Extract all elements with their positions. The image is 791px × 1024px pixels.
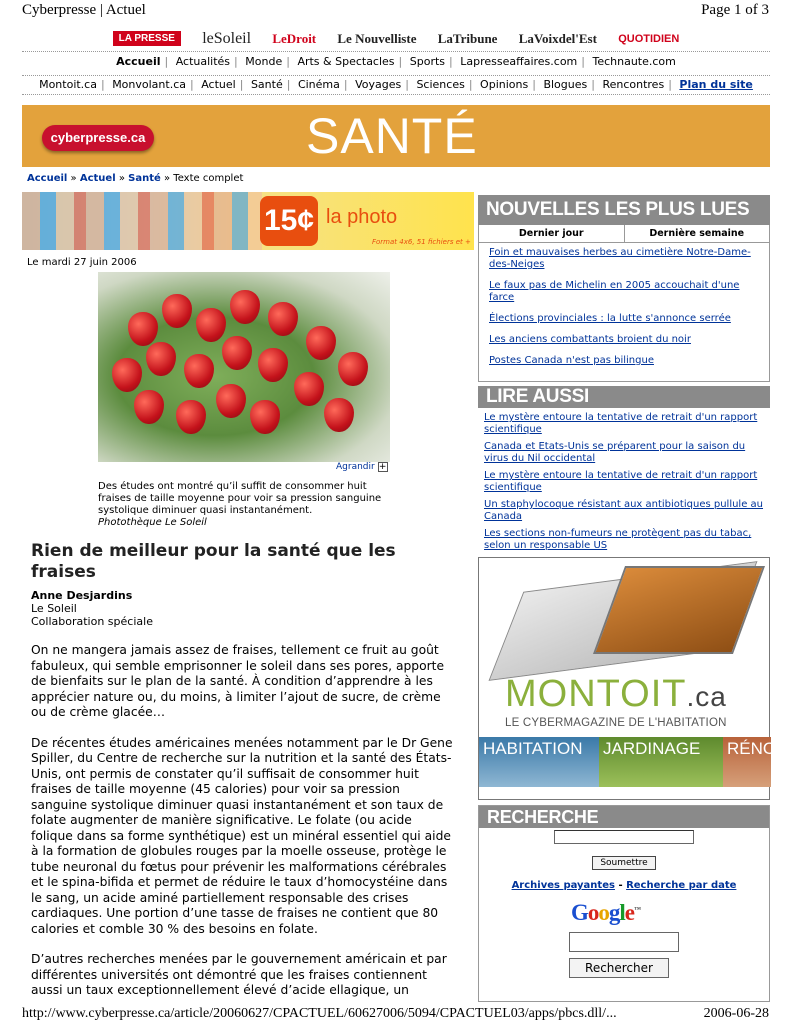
print-header-page: Page 1 of 3 <box>701 2 769 18</box>
logo-le-nouvelliste[interactable]: Le Nouvelliste <box>337 30 417 46</box>
lire-aussi-item[interactable]: Un staphylocoque résistant aux antibiotiques pullule au Canada <box>484 499 764 522</box>
montoit-logo <box>505 673 727 716</box>
main-nav: Accueil | Actualités | Monde | Arts & Spectacles | Sports | Lapresseaffaires.com | Technaute.com <box>116 55 676 68</box>
lire-aussi-item[interactable]: Les sections non-fumeurs ne protègent pas du tabac, selon un responsable US <box>484 528 752 551</box>
google-search-input[interactable] <box>569 932 679 952</box>
print-footer-date: 2006-06-28 <box>703 1006 769 1021</box>
article-paragraph: De récentes études américaines menées notamment par le Dr Gene Spiller, du Centre de recherche sur la nutrition et la santé des États-Unis, ont permis de constater qu’il suffisait de consommer huit fraises de taille moyenne (45 calories) pour voir sa pression sanguine systolique diminuer quasi instantanément et son taux de folate augmenter de manière significative. Le folate (ou acide folique dans sa forme synthétique) est un minéral essentiel qui aide à la formation de globules rouges par la moelle osseuse, protège le tube neuronal du fœtus pour prévenir les malformations cérébrales et le spina-bifida et permet de réduire le taux d’homocystéine dans le sang, un acide aminé partiellement responsable des crises cardiaques. Une portion d’une tasse de fraises ne contient que 80 calories et comble 30 % des besoins en folate. <box>31 735 453 936</box>
photo-print-promo-banner[interactable] <box>22 192 474 250</box>
most-read-panel <box>478 195 770 382</box>
print-header <box>22 2 769 22</box>
print-footer <box>22 1006 769 1024</box>
search-links-separator: - <box>618 880 623 891</box>
article-paragraph: On ne mangera jamais assez de fraises, tellement ce fruit au goût fabuleux, qui semble emprisonner le soleil dans ses pores, apporte de bienfaits sur le plan de la santé. À condition d’apprendre à les apprécier nature ou, du moins, à limiter l’ajout de sucre, de crème ou de crème glacée… <box>31 643 445 719</box>
breadcrumb-separator: » <box>163 173 171 184</box>
author-name: Anne Desjardins <box>31 589 133 602</box>
article-photo-strawberries[interactable] <box>98 272 390 462</box>
google-search-button[interactable]: Rechercher <box>569 958 669 978</box>
nav-sports[interactable]: Sports <box>409 55 446 68</box>
nav-voyages[interactable]: Voyages <box>355 78 402 91</box>
breadcrumb-current: Texte complet <box>173 173 244 184</box>
logo-la-tribune[interactable]: LaTribune <box>437 30 498 46</box>
promo-price: 15¢ <box>260 196 318 246</box>
lire-aussi-item[interactable]: Canada et Etats-Unis se préparent pour la saison du virus du Nil occidental <box>484 441 746 464</box>
nav-sante[interactable]: Santé <box>250 78 283 91</box>
search-panel <box>478 805 770 1002</box>
site-search-input[interactable] <box>554 830 694 844</box>
search-title: RECHERCHE <box>479 806 769 828</box>
most-read-item[interactable]: Les anciens combattants broient du noir <box>489 334 691 345</box>
breadcrumb-actuel[interactable]: Actuel <box>79 173 116 184</box>
nav-sciences[interactable]: Sciences <box>416 78 465 91</box>
most-read-item[interactable]: Le faux pas de Michelin en 2005 accouchait d'une farce <box>489 280 740 303</box>
logo-la-presse[interactable]: LA PRESSE <box>113 31 181 46</box>
montoit-logo-main: MONTOIT <box>505 673 687 715</box>
most-read-title: NOUVELLES LES PLUS LUES <box>478 195 770 225</box>
search-links <box>479 880 769 891</box>
enlarge-photo-link[interactable] <box>336 462 388 472</box>
photo-caption <box>98 481 398 529</box>
archives-payantes-link[interactable]: Archives payantes <box>511 880 615 891</box>
tab-derniere-semaine[interactable]: Dernière semaine <box>649 228 745 239</box>
nav-montoit[interactable]: Montoit.ca <box>39 78 97 91</box>
montoit-ad[interactable] <box>478 557 777 800</box>
most-read-item[interactable]: Postes Canada n'est pas bilingue <box>489 355 654 366</box>
most-read-list <box>478 243 770 382</box>
lire-aussi-list <box>478 408 770 552</box>
most-read-item[interactable]: Élections provinciales : la lutte s'annonce serrée <box>489 313 731 324</box>
enlarge-label: Agrandir <box>336 462 375 472</box>
cyberpresse-logo[interactable]: cyberpresse.ca <box>42 125 154 151</box>
nav-monde[interactable]: Monde <box>245 55 283 68</box>
nav-lapresseaffaires[interactable]: Lapresseaffaires.com <box>460 55 578 68</box>
tab-dernier-jour[interactable]: Dernier jour <box>479 225 625 242</box>
lire-aussi-item[interactable]: Le mystère entoure la tentative de retrait d'un rapport scientifique <box>484 470 758 493</box>
montoit-tagline: LE CYBERMAGAZINE DE L'HABITATION <box>505 717 727 729</box>
nav-cinema[interactable]: Cinéma <box>297 78 340 91</box>
breadcrumb-accueil[interactable]: Accueil <box>27 173 68 184</box>
nav-actualites[interactable]: Actualités <box>175 55 231 68</box>
breadcrumb-sante[interactable]: Santé <box>128 173 161 184</box>
most-read-item[interactable]: Foin et mauvaises herbes au cimetière Notre-Dame-des-Neiges <box>489 247 751 270</box>
lire-aussi-panel <box>478 386 770 557</box>
nav-arts-spectacles[interactable]: Arts & Spectacles <box>297 55 395 68</box>
article-date: Le mardi 27 juin 2006 <box>27 257 137 268</box>
site-search-submit-button[interactable]: Soumettre <box>592 856 656 870</box>
article-body <box>31 643 456 1014</box>
montoit-cat-jardinage[interactable]: JARDINAGE <box>599 737 723 787</box>
article-paragraph: D’autres recherches menées par le gouvernement américain et par différentes universités ont démontré que les fraises contiennent aussi un taux exceptionnellement élevé d’acide ellagique, un <box>31 952 447 997</box>
nav-accueil[interactable]: Accueil <box>116 55 161 68</box>
montoit-logo-tld: .ca <box>686 681 727 712</box>
secondary-nav: Montoit.ca | Monvolant.ca | Actuel | Santé | Cinéma | Voyages | Sciences | Opinions | Blogues | Rencontres | Plan du site <box>22 75 770 95</box>
promo-text: la photo <box>326 206 398 228</box>
nav-technaute[interactable]: Technaute.com <box>592 55 676 68</box>
nav-plan-du-site[interactable]: Plan du site <box>679 78 753 91</box>
logo-la-voix-de-l-est[interactable]: LaVoixdel'Est <box>518 30 597 46</box>
logo-le-soleil[interactable]: leSoleil <box>202 29 252 47</box>
nav-rencontres[interactable]: Rencontres <box>602 78 665 91</box>
author-paper: Le Soleil <box>31 602 77 615</box>
plus-icon: + <box>378 462 387 472</box>
montoit-cat-reno[interactable]: RÉNO <box>723 737 771 787</box>
logo-le-droit[interactable]: LeDroit <box>272 30 317 46</box>
lire-aussi-item[interactable]: Le mystère entoure la tentative de retrait d'un rapport scientifique <box>484 412 758 435</box>
print-footer-url: http://www.cyberpresse.ca/article/20060627/CPACTUEL/60627006/5094/CPACTUEL03/apps/pbcs.dll/... <box>22 1006 617 1021</box>
google-logo: Google™ <box>571 900 640 925</box>
montoit-cat-habitation[interactable]: HABITATION <box>479 737 599 787</box>
most-read-tabs <box>478 225 770 243</box>
nav-opinions[interactable]: Opinions <box>480 78 529 91</box>
newspaper-logo-bar <box>22 26 770 52</box>
logo-le-quotidien[interactable]: QUOTIDIEN <box>618 32 680 45</box>
caption-text: Des études ont montré qu’il suffit de consommer huit fraises de taille moyenne pour voir sa pression sanguine systolique diminuer quasi instantanément. <box>98 481 382 516</box>
promo-fine-print: Format 4x6, 51 fichiers et + <box>372 238 471 246</box>
byline <box>31 589 153 628</box>
section-banner <box>22 105 770 167</box>
print-header-title: Cyberpresse | Actuel <box>22 2 146 18</box>
lire-aussi-title: LIRE AUSSI <box>478 386 770 408</box>
breadcrumb-separator: » <box>118 173 125 184</box>
article-headline: Rien de meilleur pour la santé que les fraises <box>31 541 396 582</box>
section-title: SANTÉ <box>306 108 478 164</box>
promo-photo-strip <box>22 192 262 250</box>
nav-monvolant[interactable]: Monvolant.ca <box>112 78 186 91</box>
montoit-categories <box>479 737 777 787</box>
nav-blogues[interactable]: Blogues <box>543 78 588 91</box>
photo-credit: Photothèque Le Soleil <box>98 517 207 528</box>
search-by-date-link[interactable]: Recherche par date <box>626 880 737 891</box>
author-role: Collaboration spéciale <box>31 615 153 628</box>
breadcrumb <box>27 173 243 184</box>
nav-actuel[interactable]: Actuel <box>201 78 236 91</box>
breadcrumb-separator: » <box>70 173 77 184</box>
